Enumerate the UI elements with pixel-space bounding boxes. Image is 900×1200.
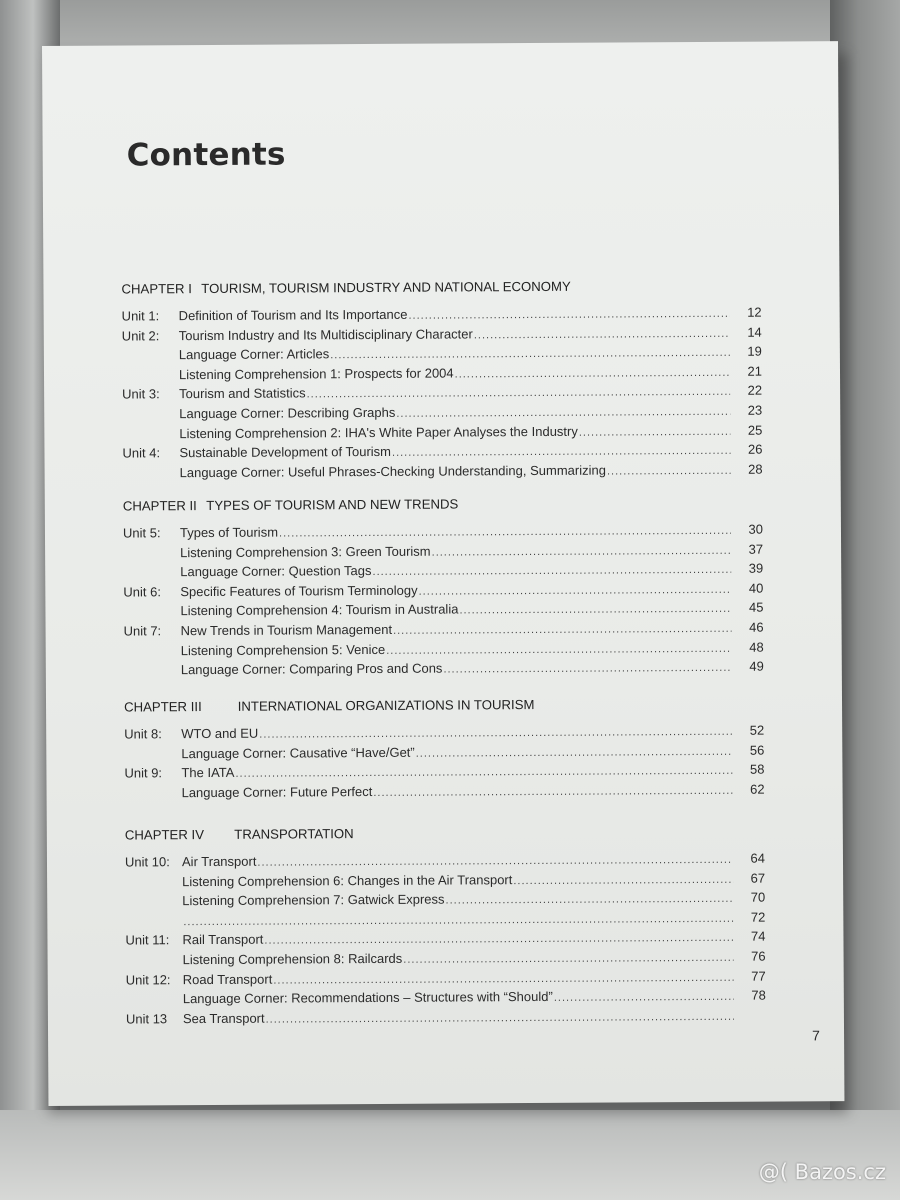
chapter-title: TYPES OF TOURISM AND NEW TRENDS [206,496,459,514]
toc-entry-title: The IATA [181,765,235,781]
toc-entry-title: New Trends in Tourism Management [180,621,393,639]
toc-dot-leader [266,1011,734,1026]
toc-dot-leader [443,662,731,676]
toc-dot-leader [393,623,732,637]
toc-dot-leader [403,952,733,966]
toc-dot-leader [183,913,733,928]
toc-dot-leader [408,308,729,322]
chapter-1 [121,278,762,485]
toc-entry-title: Tourism Industry and Its Multidisciplinary Character [178,325,473,343]
toc-page-number: 64 [750,850,766,866]
toc-dot-leader [455,367,730,381]
toc-entry-title: Language Corner: Question Tags [180,563,372,580]
toc-page-number: 49 [749,658,764,674]
toc-page-number: 40 [748,580,764,596]
toc-entry [125,781,765,805]
toc-unit-number: Unit 10: [124,854,170,870]
toc-page-number: 26 [747,441,763,457]
toc-page-number: 76 [751,948,766,964]
toc-dot-leader [373,785,732,799]
toc-entry-title: Listening Comprehension 4: Tourism in Australia [180,601,459,619]
toc-dot-leader [607,465,731,478]
toc-entry-title: Listening Comprehension 3: Green Tourism [180,543,431,560]
toc-dot-leader [330,347,730,361]
toc-dot-leader [264,932,733,947]
toc-page-number: 58 [749,761,765,777]
chapter-title: INTERNATIONAL ORGANIZATIONS IN TOURISM [237,697,535,714]
toc-page-number: 62 [750,781,765,797]
toc-page-number: 52 [749,722,765,738]
toc-unit-number: Unit 11: [125,932,170,948]
toc-entry-title: Listening Comprehension 2: IHA's White Paper Analyses the Industry [179,423,578,441]
chapter-number: CHAPTER III [123,699,202,715]
toc-entry-title: Road Transport [182,971,273,987]
toc-page-number: 56 [749,742,765,758]
toc-page-number: 48 [749,639,764,655]
toc-page-number: 30 [748,521,764,537]
chapter-entries [125,851,766,1031]
toc-page-number: 67 [750,870,766,886]
toc-unit-number: Unit 3: [122,386,160,402]
toc-unit-number: Unit 6: [123,584,161,600]
toc-entry-title: Types of Tourism [179,524,279,541]
chapter-heading [125,824,765,843]
toc-entry-title: Listening Comprehension 7: Gatwick Express [182,891,445,909]
toc-unit-number: Unit 2: [121,327,160,344]
toc-dot-leader [445,893,733,907]
toc-page-number: 14 [747,324,762,340]
toc-entry-title: Language Corner: Causative “Have/Get” [181,744,415,761]
chapter-number: CHAPTER I [121,281,192,297]
chapter-3 [124,696,765,805]
toc-dot-leader [416,745,733,759]
toc-dot-leader [372,564,731,578]
toc-page-number: 39 [748,560,764,576]
toc-dot-leader [273,971,733,986]
chapter-number: CHAPTER II [122,498,197,514]
toc-page-number: 23 [747,402,763,418]
toc-page-number: 72 [750,909,766,925]
toc-page-number: 74 [750,928,766,945]
watermark-text: @( Bazos.cz [758,1160,886,1184]
toc-entry-title: Sustainable Development of Tourism [179,444,392,461]
toc-entry-title: Language Corner: Articles [178,346,330,363]
toc-entry-title: Language Corner: Useful Phrases-Checking Understanding, Summarizing [179,462,606,480]
toc-entry-title: Rail Transport [182,932,264,948]
toc-entry-title: Language Corner: Recommendations – Structures with “Should” [182,989,553,1007]
toc-dot-leader [432,544,732,558]
toc-entry [123,461,763,485]
toc-unit-number: Unit 4: [122,445,161,461]
toc-entry-title: Listening Comprehension 8: Railcards [182,950,403,968]
toc-page-number: 37 [748,541,764,557]
chapter-entries [122,305,763,485]
toc-dot-leader [419,584,732,598]
toc-page-number: 25 [747,422,763,438]
toc-entry-title: Listening Comprehension 5: Venice [180,641,386,658]
toc-dot-leader [386,642,732,656]
toc-page-number: 12 [747,304,762,320]
toc-unit-number: Unit 8: [124,726,162,742]
toc-page-number: 45 [748,599,764,616]
toc-unit-number: Unit 1: [121,308,160,324]
toc-unit-number: Unit 12: [125,971,171,988]
toc-dot-leader [396,406,730,420]
toc-page-number: 77 [751,968,766,984]
toc-unit-number: Unit 13 [125,1011,168,1027]
toc-dot-leader [579,425,731,438]
toc-dot-leader [307,386,731,401]
toc-dot-leader [474,327,730,341]
chapter-entries [124,723,764,805]
toc-entry-title: Listening Comprehension 1: Prospects for 2004 [178,365,454,382]
chapter-entries [123,522,764,683]
toc-dot-leader [554,991,734,1004]
toc-entry [124,659,764,683]
toc-unit-number: Unit 5: [122,525,161,541]
toc-entry-title: Listening Comprehension 6: Changes in the Air Transport [182,871,513,889]
chapter-heading [121,278,761,297]
toc-page-number: 78 [751,987,766,1003]
toc-entry-title: Specific Features of Tourism Terminology [180,582,418,599]
page-number: 7 [812,1027,820,1044]
toc-page-number: 46 [749,619,764,635]
chapter-heading [123,495,763,514]
toc-entry-title: WTO and EU [181,725,259,742]
book-page [42,41,844,1106]
chapter-4 [125,824,766,1031]
toc-dot-leader [259,726,732,741]
toc-entry [126,1007,766,1031]
toc-entry-title: Air Transport [181,853,257,870]
toc-entry-title: Tourism and Statistics [179,385,306,402]
toc-dot-leader [392,445,731,459]
toc-unit-number: Unit 7: [123,623,162,639]
toc-entry-title: Sea Transport [182,1010,265,1026]
toc-entry-title: Language Corner: Comparing Pros and Cons [180,660,443,678]
toc-entry-title: Language Corner: Future Perfect [181,783,373,800]
chapter-title: TRANSPORTATION [234,826,354,842]
toc-page-number: 19 [747,343,762,359]
toc-page-number: 22 [747,382,763,399]
toc-page-number: 70 [750,889,766,905]
chapter-number: CHAPTER IV [124,827,205,843]
toc-dot-leader [235,765,732,780]
toc-entry-title: Definition of Tourism and Its Importance [178,306,408,324]
toc-entry-title: Language Corner: Describing Graphs [179,404,396,422]
photo-background-bottom [0,1110,900,1200]
chapter-heading [124,696,764,715]
chapter-title: TOURISM, TOURISM INDUSTRY AND NATIONAL ECONOMY [201,278,571,297]
toc-dot-leader [513,873,733,886]
chapter-2 [123,495,764,683]
toc-dot-leader [279,525,731,540]
toc-page-number: 21 [747,363,763,379]
page-title: Contents [126,136,286,174]
toc-unit-number: Unit 9: [124,765,163,781]
toc-dot-leader [257,854,733,869]
toc-dot-leader [459,603,731,617]
toc-page-number: 28 [748,461,763,477]
